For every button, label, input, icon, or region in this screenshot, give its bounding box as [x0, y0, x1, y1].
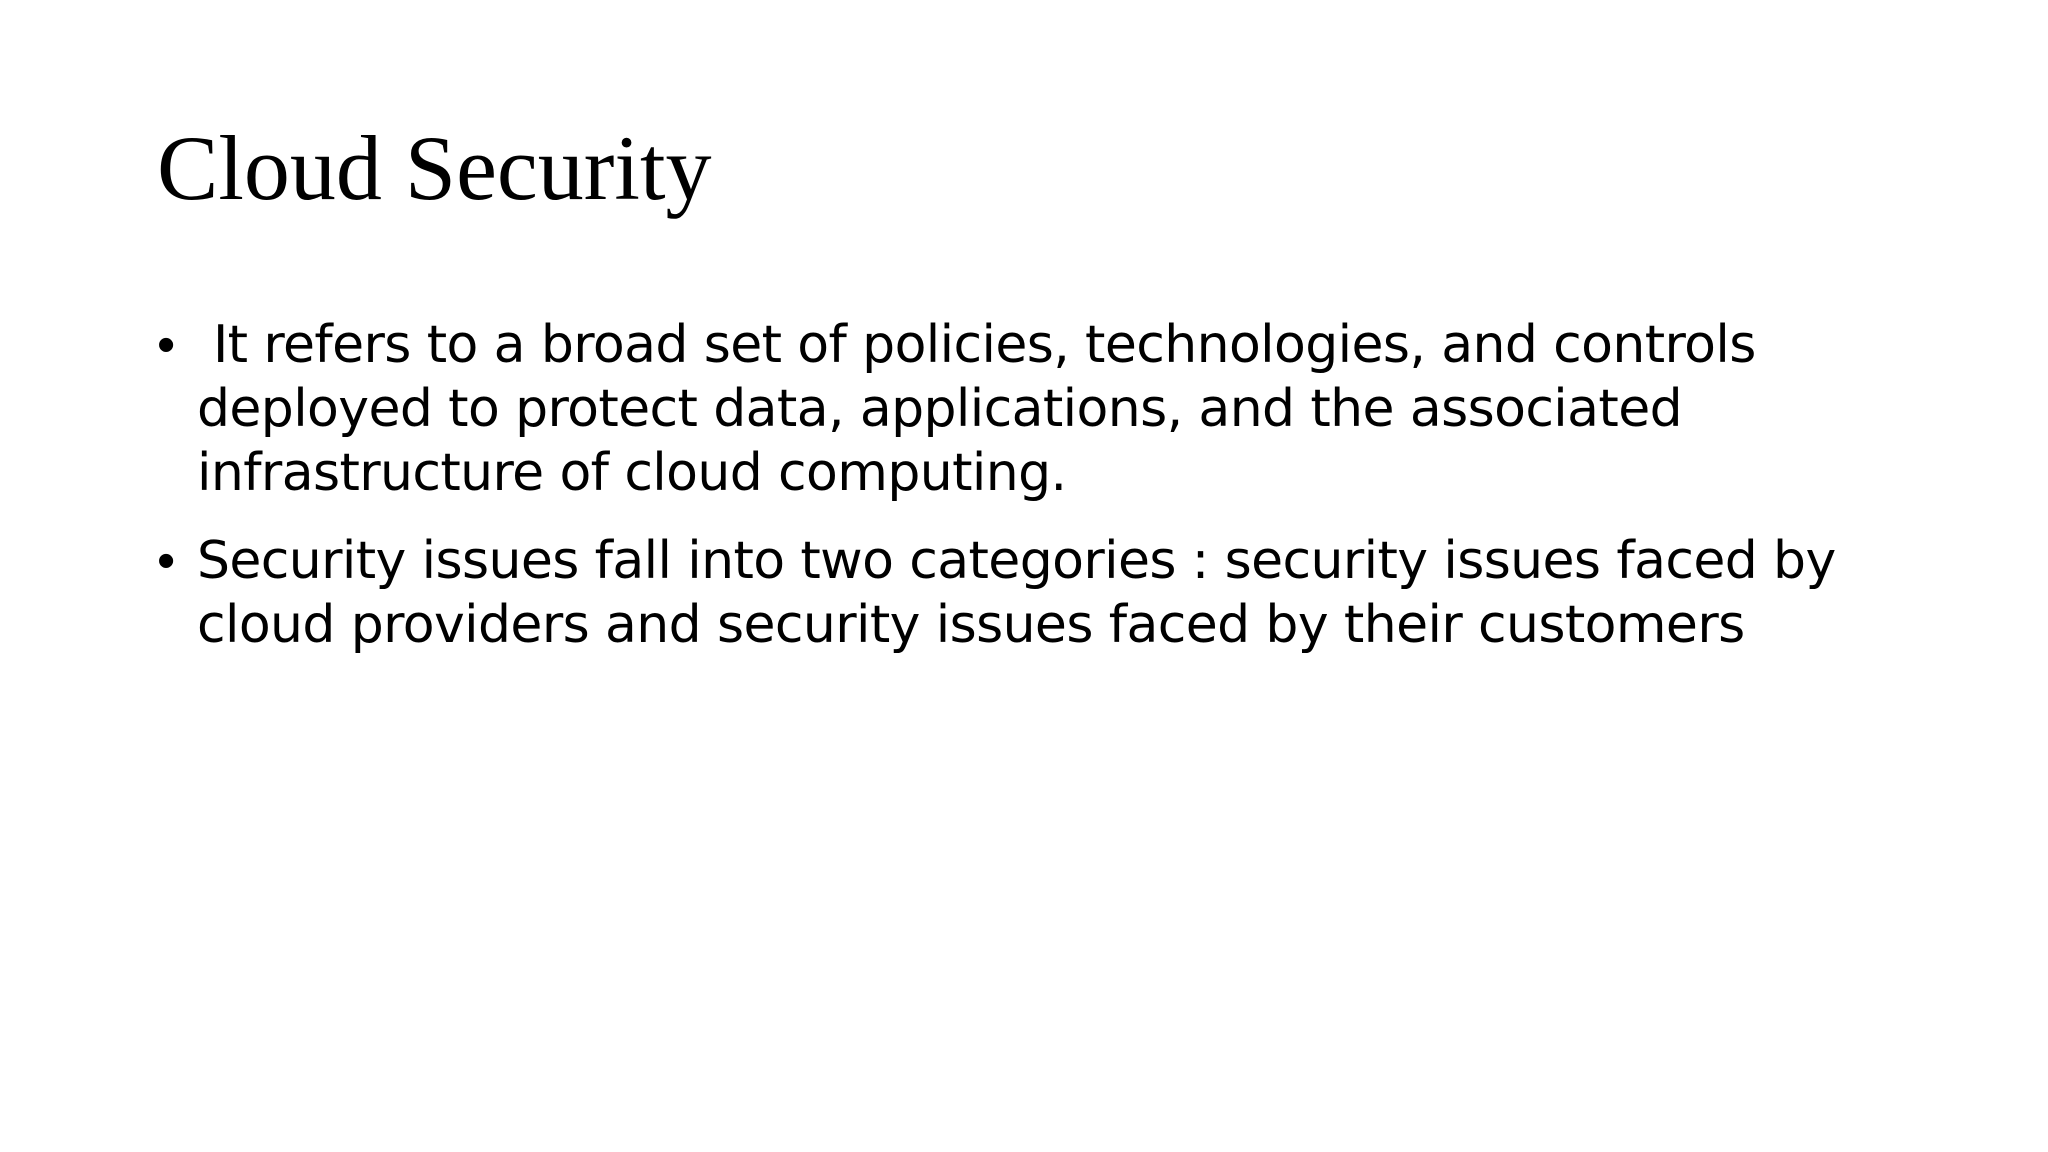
bullet-item	[157, 313, 1977, 505]
bullet-item	[157, 529, 1977, 657]
bullet-marker: •	[157, 532, 176, 590]
bullet-text: Security issues fall into two categories : security issues faced by cloud providers and security issues faced by their customers	[197, 531, 1836, 655]
slide-title: Cloud Security	[157, 117, 712, 219]
bullet-marker: •	[157, 316, 176, 374]
bullet-list	[157, 313, 1977, 681]
bullet-text: It refers to a broad set of policies, technologies, and controls deployed to protect data, applications, and the associated infrastructure of cloud computing.	[197, 315, 1772, 503]
